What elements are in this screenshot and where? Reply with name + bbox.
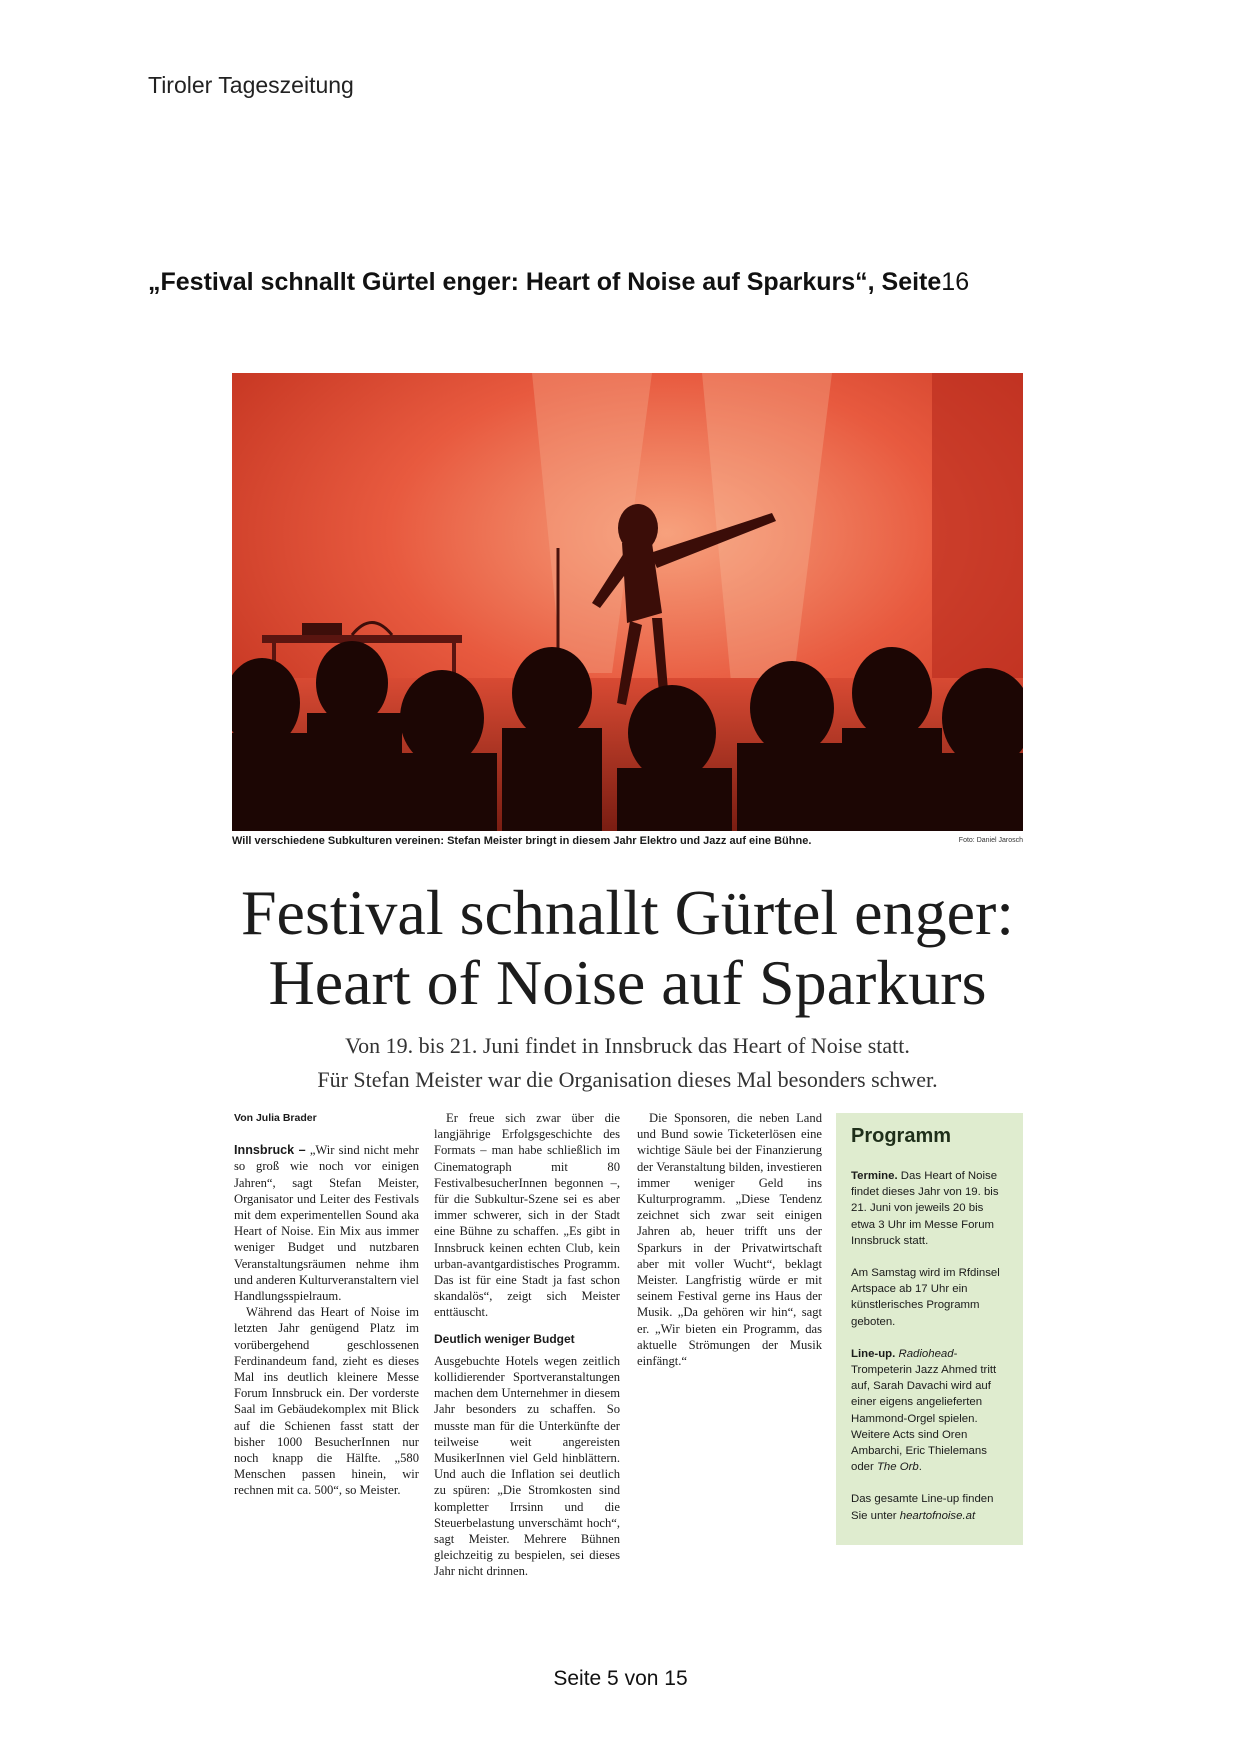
paragraph-1-text: „Wir sind nicht mehr so groß wie noch vor einigen Jahren“, sagt Stefan Meister, Organisator und Leiter des Festivals mit dem experimentellen Sound aka Heart of Noise. Ein Mix aus immer weniger Budget und nutzbaren Veranstaltungsräumen nehme ihm und anderen Kulturveranstaltern viel Handlungsspielraum. — [234, 1143, 419, 1304]
headline-line-2: Heart of Noise auf Sparkurs — [268, 947, 987, 1018]
infobox-termine — [851, 1168, 1008, 1249]
article-subheadline — [200, 1029, 1055, 1097]
subhead-line-1: Von 19. bis 21. Juni findet in Innsbruck das Heart of Noise statt. — [345, 1033, 910, 1058]
termine-label: Termine. — [851, 1170, 898, 1182]
photo-caption-row — [232, 835, 1023, 853]
article-reference-title: „Festival schnallt Gürtel enger: Heart of Noise auf Sparkurs“, Seite — [148, 268, 942, 296]
article-headline — [200, 878, 1055, 1018]
paragraph-5: Die Sponsoren, die neben Land und Bund sowie Ticketerlösen eine wichtige Säule bei der Finanzierung der Veranstaltung bilden, investieren immer weniger Geld ins Kulturprogramm. „Diese Tendenz zeichnet sich zwar seit einigen Jahren ab, heuer trifft uns der Sparkurs in der Privatwirtschaft aber mit voller Wucht“, beklagt Meister. Langfristig würde er mit seinem Festival gerne ins Haus der Musik. „Da gehören wir hin“, sagt er. „Wir bieten ein Programm, das aktuelle Strömungen der Musik einfängt.“ — [637, 1111, 822, 1369]
page-indicator: Seite 5 von 15 — [553, 1667, 688, 1690]
concert-photo — [232, 373, 1023, 831]
dateline: Innsbruck – — [234, 1143, 306, 1158]
lineup-text-1: -Trompeterin Jazz Ahmed tritt auf, Sarah Davachi wird auf einer eigens angelieferten Hammond-Orgel spielen. Weitere Acts sind Oren Ambarchi, Eric Thielemans oder — [851, 1347, 997, 1474]
photo-caption: Will verschiedene Subkulturen vereinen: Stefan Meister bringt in diesem Jahr Elektro und Jazz auf eine Bühne. — [232, 835, 812, 847]
photo-credit: Foto: Daniel Jarosch — [958, 837, 1023, 844]
subhead-line-2: Für Stefan Meister war die Organisation dieses Mal besonders schwer. — [317, 1067, 938, 1092]
full-lineup-text: Das gesamte Line-up finden Sie unter — [851, 1493, 994, 1522]
lineup-radiohead: Radiohead — [898, 1347, 954, 1360]
program-infobox — [836, 1113, 1023, 1545]
infobox-samstag: Am Samstag wird im Rfdinsel Artspace ab 17 Uhr ein künstlerisches Programm geboten. — [851, 1267, 1000, 1328]
article-column-2 — [434, 1110, 620, 1580]
headline-line-1: Festival schnallt Gürtel enger: — [240, 877, 1015, 948]
termine-text: Das Heart of Noise findet dieses Jahr von 19. bis 21. Juni von jeweils 20 bis etwa 3 Uhr im Messe Forum Innsbruck statt. — [851, 1170, 999, 1247]
lineup-text-2: . — [918, 1461, 922, 1474]
paragraph-4: Ausgebuchte Hotels wegen zeitlich kollidierender Sportveranstaltungen machen dem Unternehmer in diesem Jahr besonders zu schaffen. So musste man für die Unterkünfte der teilweise weit angereisten MusikerInnen viel Geld hinblättern. Und auch die Inflation sei deutlich zu spüren: „Die Stromkosten sind kompletter Irrsinn und die Steuerbelastung unverschämt hoch“, sagt Meister. Mehrere Bühnen gleichzeitig zu bespielen, sei dieses Jahr nicht drinnen. — [434, 1353, 620, 1579]
infobox-heading: Programm — [851, 1125, 952, 1147]
infobox-lineup — [851, 1346, 1008, 1476]
byline: Von Julia Brader — [234, 1112, 317, 1124]
article-column-1 — [234, 1110, 419, 1499]
article-reference — [148, 268, 969, 297]
article-subheading: Deutlich weniger Budget — [434, 1331, 575, 1346]
publication-name: Tiroler Tageszeitung — [148, 72, 354, 98]
lineup-the-orb: The Orb — [876, 1461, 919, 1474]
paragraph-1 — [234, 1142, 419, 1304]
lineup-label: Line-up. — [851, 1347, 896, 1360]
paragraph-2: Während das Heart of Noise im letzten Jahr genügend Platz im vorübergehend geschlossenen Ferdinandeum fand, zieht es dieses Mal ins deutlich kleinere Messe Forum Innsbruck ein. Der vorderste Saal im Gebäudekomplex mit Blick auf die Schienen fasst statt der bisher 1000 BesucherInnen nur noch knapp die Hälfte. „580 Menschen passen hinein, wir rechnen mit ca. 500“, so Meister. — [234, 1305, 419, 1498]
infobox-full-lineup — [851, 1491, 1008, 1523]
article-column-3 — [637, 1110, 822, 1369]
full-lineup-url: heartofnoise.at — [899, 1509, 976, 1522]
article-reference-page: 16 — [941, 268, 970, 296]
paragraph-3: Er freue sich zwar über die langjährige Erfolgsgeschichte des Formats – man habe schließlich im Cinematograph mit 80 FestivalbesucherInnen begonnen –, für die Subkultur-Szene sei es aber immer schwerer, sich in der Stadt eine Bühne zu schaffen. „Es gibt in Innsbruck keinen echten Club, kein urban-avantgardistisches Programm. Das ist für eine Stadt ja fast schon skandalös“, zeigt sich Meister enttäuscht. — [434, 1111, 620, 1320]
